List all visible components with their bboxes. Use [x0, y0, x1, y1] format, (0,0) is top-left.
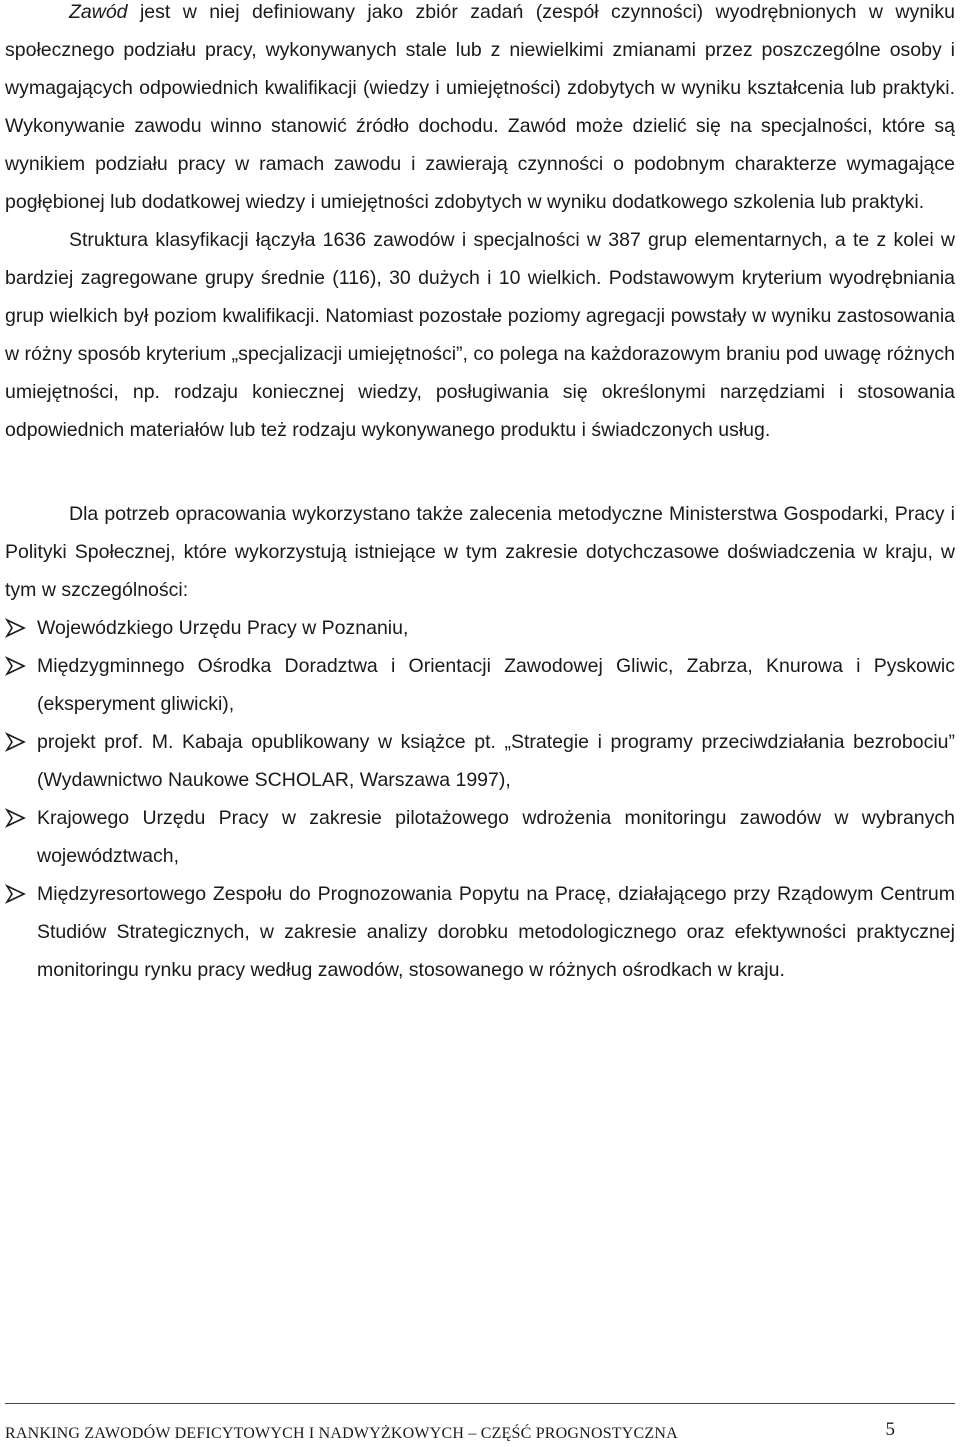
- hollow-arrowhead-icon: [5, 884, 27, 904]
- list-item-text: Krajowego Urzędu Pracy w zakresie pilotażowego wdrożenia monitoringu zawodów w wybranych województwach,: [37, 807, 955, 867]
- sources-list: [5, 609, 955, 989]
- list-item-text: projekt prof. M. Kabaja opublikowany w książce pt. „Strategie i programy przeciwdziałania bezrobociu” (Wydawnictwo Naukowe SCHOLAR, Warszawa 1997),: [37, 731, 955, 791]
- hollow-arrowhead-icon: [5, 732, 27, 752]
- hollow-arrowhead-icon: [5, 808, 27, 828]
- list-item: [5, 723, 955, 799]
- paragraph-definition: [5, 0, 955, 221]
- list-item: [5, 799, 955, 875]
- list-item-text: Międzyresortowego Zespołu do Prognozowania Popytu na Pracę, działającego przy Rządowym Centrum Studiów Strategicznych, w zakresie analizy dorobku metodologicznego oraz efektywności praktycznej monitoringu rynku pracy według zawodów, stosowanego w różnych ośrodkach w kraju.: [37, 883, 955, 981]
- paragraph-methodology: Dla potrzeb opracowania wykorzystano także zalecenia metodyczne Ministerstwa Gospodarki, Pracy i Polityki Społecznej, które wykorzystują istniejące w tym zakresie dotychczasowe doświadczenia w kraju, w tym w szczególności:: [5, 503, 955, 601]
- page-number: 5: [885, 1419, 895, 1440]
- footer-divider: [5, 1403, 955, 1404]
- definition-text: jest w niej definiowany jako zbiór zadań (zespół czynności) wyodrębnionych w wyniku społecznego podziału pracy, wykonywanych stale lub z niewielkimi zmianami przez poszczególne osoby i wymagających odpowiednich kwalifikacji (wiedzy i umiejętności) zdobytych w wyniku kształcenia lub praktyki. Wykonywanie zawodu winno stanowić źródło dochodu. Zawód może dzielić się na specjalności, które są wynikiem podziału pracy w ramach zawodu i zawierają czynności o podobnym charakterze wymagające pogłębionej lub dodatkowej wiedzy i umiejętności zdobytych w wyniku dodatkowego szkolenia lub praktyki.: [5, 1, 955, 213]
- term-zawod: Zawód: [69, 1, 128, 23]
- list-item: [5, 875, 955, 989]
- page-footer: [5, 1403, 955, 1447]
- list-item: [5, 647, 955, 723]
- document-page: [5, 0, 955, 989]
- list-item-text: Wojewódzkiego Urzędu Pracy w Poznaniu,: [37, 617, 409, 639]
- hollow-arrowhead-icon: [5, 656, 27, 676]
- footer-title: RANKING ZAWODÓW DEFICYTOWYCH I NADWYŻKOWYCH – CZĘŚĆ PROGNOSTYCZNA: [5, 1425, 678, 1442]
- list-item-text: Międzygminnego Ośrodka Doradztwa i Orientacji Zawodowej Gliwic, Zabrza, Knurowa i Pyskowic (eksperyment gliwicki),: [37, 655, 955, 715]
- hollow-arrowhead-icon: [5, 618, 27, 638]
- list-item: [5, 609, 955, 647]
- paragraph-classification-structure: Struktura klasyfikacji łączyła 1636 zawodów i specjalności w 387 grup elementarnych, a te z kolei w bardziej zagregowane grupy średnie (116), 30 dużych i 10 wielkich. Podstawowym kryterium wyodrębniania grup wielkich był poziom kwalifikacji. Natomiast pozostałe poziomy agregacji powstały w wyniku zastosowania w różny sposób kryterium „specjalizacji umiejętności”, co polega na każdorazowym braniu pod uwagę różnych umiejętności, np. rodzaju koniecznej wiedzy, posługiwania się określonymi narzędziami i stosowania odpowiednich materiałów lub też rodzaju wykonywanego produktu i świadczonych usług.: [5, 229, 955, 441]
